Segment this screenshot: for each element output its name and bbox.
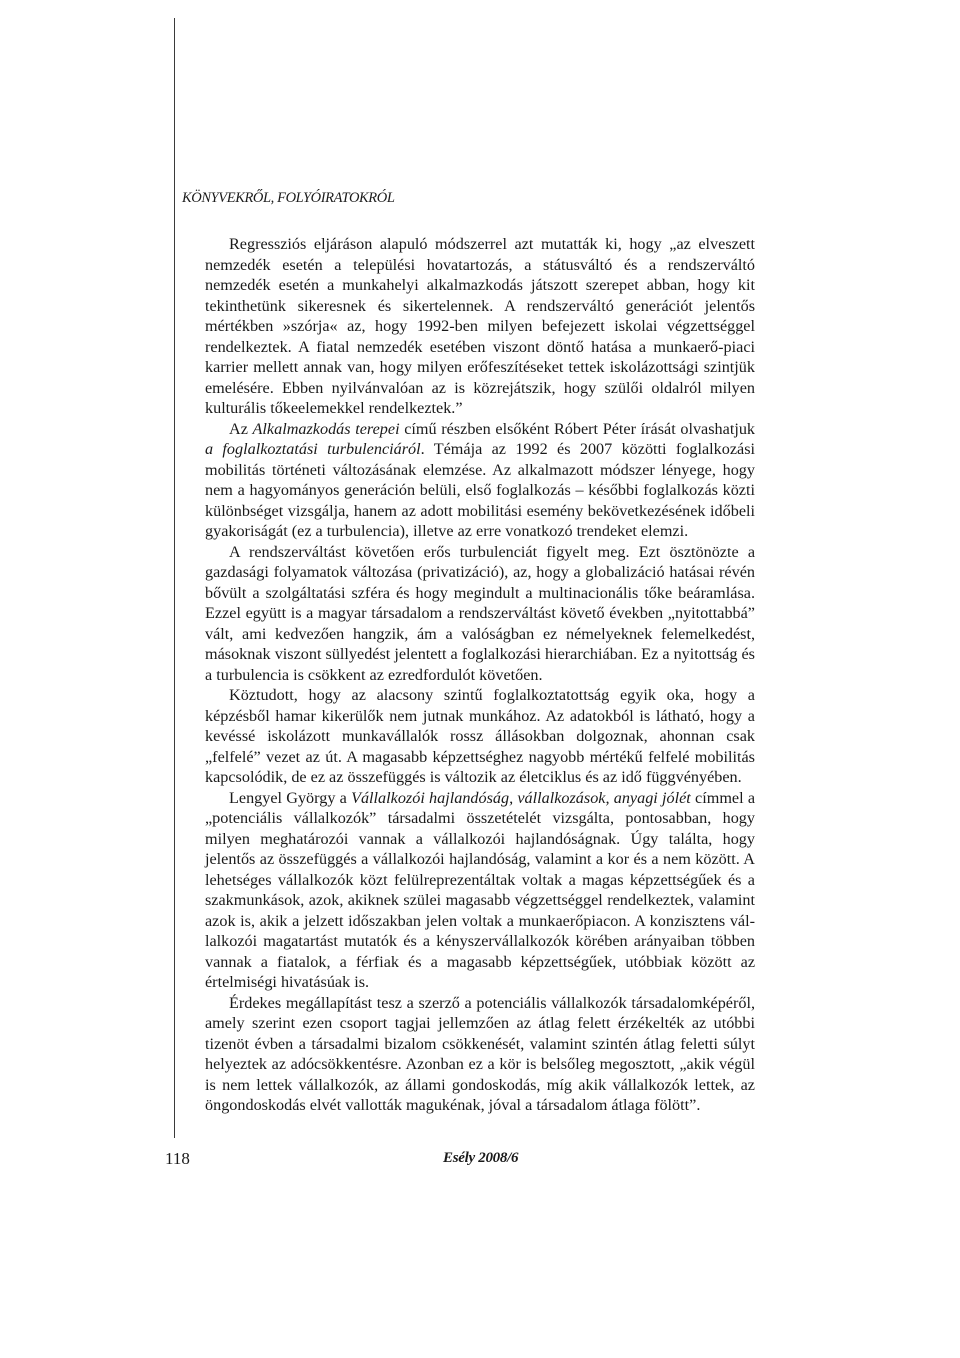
paragraph-5-italic-title: Vállalkozói hajlandóság, vállalkozások, anyagi jólét [351, 788, 691, 807]
paragraph-2-italic-topic: a foglalkoztatási turbulenciáról [205, 440, 421, 458]
paragraph-4: Köztudott, hogy az alacsony szintű foglalkoztatottság egyik oka, hogy a képzésből hamar kikerülők nem jutnak munkához. Az adatokból is látható, hogy a kevéssé iskolázott munkavállalók rossz állásokban dolgoznak, ahonnan csak „felfelé” vezet az út. A magasabb képzettséghez nagyobb mértékű felfelé mobilitás kapcsolódik, de ez az összefüggés is változik az életciklus és az idő függvényében. [205, 686, 755, 786]
page-number: 118 [165, 1149, 190, 1168]
paragraph-1: Regressziós eljáráson alapuló módszerrel azt mutatták ki, hogy „az elveszett nemzedék esetén a települési hovatartozás, a státusváltó és a rendszerváltó nemzedék esetén a munkahelyi alkalmazkodás játszott szerepet abban, hogy kit tekinthetünk sikeresnek és sikertelennek. A rendszerváltó generációt jelentős mértékben »szórja« az, hogy 1992-ben milyen befejezett iskolai végzettséggel rendelkeztek. A fiatal nemzedék esetében viszont döntő hatása a munkaerő-piaci karrier mellett annak van, hogy milyen erőfeszítéseket tettek iskolázottsági szintjük emelésére. Ebben nyilvánvalóan az is közrejátszik, hogy szülői oldalról milyen kulturális tőkeelemekkel rendelkeztek.” [205, 235, 755, 417]
article-body [205, 234, 755, 1116]
paragraph-2-italic-title: Alkalmazkodás terepei [252, 419, 400, 438]
running-head: KÖNYVEKRŐL, FOLYÓIRATOKRÓL [182, 190, 395, 206]
paragraph-5-text-b: címmel a „potenciális vállalkozók” társadalmi összetételét vizsgálta, pontosabban, hogy milyen meghatározói vannak a vállalkozói hajlandóságnak. Úgy találta, hogy jelentős az összefüggés a vállalkozói hajlandóság, valamint a kor és a nem között. A lehetséges vállalkozók közt felülreprezentáltak voltak a magas képzettségűek és a szakmunkások, azok, akiknek szülei magasabb végzettséggel rendelkeztek, valamint azok is, akik a jelzett időszakban jelen voltak a munkaerőpiacon. A konzisztens vállalkozói magatartást mutatók és a kényszervállalkozók körében arányaiban többen vannak a fiatalok, a férfiak és a magasabb képzettségűek, utóbbiak között az értelmiségi hivatásúak is. [205, 788, 755, 991]
paragraph-3: A rendszerváltást követően erős turbulenciát figyelt meg. Ezt ösztönözte a gazdasági folyamatok változása (privatizáció), az, hogy a globalizáció hatásai révén bővült a szolgáltatási szféra és hogy megindult a multinacionális tőke beáramlása. Ezzel együtt is a magyar társadalom a rendszerváltást követő években „nyitottabbá” vált, ami kedvezően hangzik, ám a valóságban ez némelyeknek felemelkedést, másoknak viszont süllyedést jelentett a foglalkozási hierarchiában. Ez a nyitottság és a turbulencia is csökkent az ezredfordulót követően. [205, 542, 755, 684]
paragraph-2-text-a: Az [229, 419, 253, 438]
paragraph-5-text-a: Lengyel György a [229, 788, 352, 807]
paragraph-2-text-c: . Témája az 1992 és 2007 közötti foglalkozási mobilitás történeti változásának elemzése. Az alkalmazott módszer lényege, hogy nem a hagyományos generáción belüli, első foglalkozás – későbbi foglalkozás közti különbséget vizsgálja, hanem az adott mobilitási esemény bekövetkezésének időbeli gyakoriságát (ez a turbulencia), illetve az erre vonatkozó trendeket elemzi. [205, 440, 755, 540]
paragraph-2-text-b: című részben elsőként Róbert Péter írását olvashatjuk [399, 419, 756, 438]
paragraph-5 [205, 788, 755, 993]
margin-rule [174, 18, 175, 1138]
paragraph-6: Érdekes megállapítást tesz a szerző a potenciális vállalkozók társadalomképéről, amely szerint ezen csoport tagjai jellemzően az átlag felett érzékelték az utóbbi tizenöt évben a társadalmi bizalom csökkenését, valamint szintén átlag feletti súlyt helyeztek az adócsökkentésre. Azonban ez a kör is belsőleg megosztott, „akik végül is nem lettek vállalkozók, az állami gondoskodás, míg akik vállalkozók lettek, az öngondoskodás elvét vallották magukénak, jóval a társadalom átlaga fölött”. [205, 993, 755, 1114]
paragraph-2 [205, 419, 755, 542]
journal-title: Esély 2008/6 [443, 1150, 519, 1166]
